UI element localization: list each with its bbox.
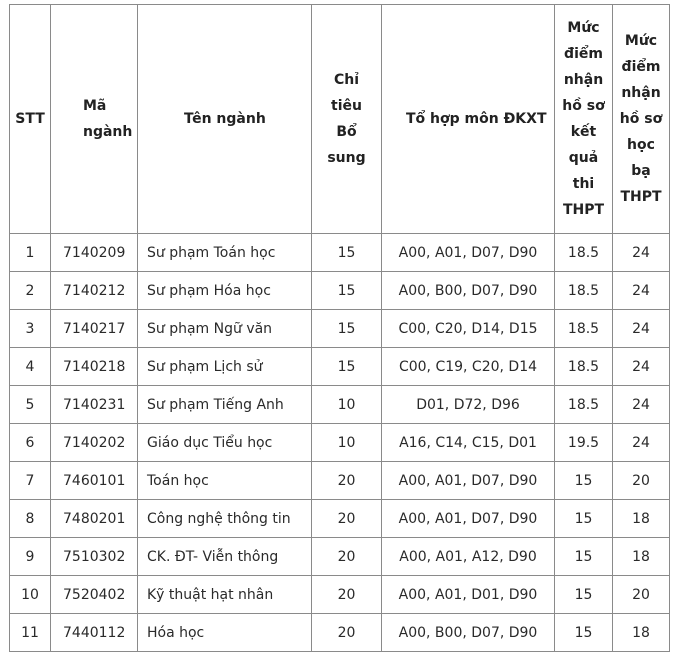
header-diem-thpt-line: quả: [568, 150, 599, 166]
cell-diem-hoc-ba: 18: [613, 538, 670, 576]
cell-to-hop: A00, B00, D07, D90: [382, 272, 555, 310]
cell-diem-thpt: 18.5: [555, 348, 613, 386]
header-diem-hoc-ba: [613, 5, 670, 234]
cell-ten-nganh: Sư phạm Hóa học: [138, 272, 312, 310]
cell-chi-tieu: 20: [312, 538, 382, 576]
cell-ten-nganh: Sư phạm Tiếng Anh: [138, 386, 312, 424]
cell-diem-hoc-ba: 24: [613, 234, 670, 272]
cell-diem-thpt: 18.5: [555, 234, 613, 272]
table-row: [10, 272, 670, 310]
table-row: [10, 310, 670, 348]
cell-chi-tieu: 10: [312, 424, 382, 462]
header-ma-nganh-line: Mã: [83, 98, 107, 114]
header-diem-thpt-line: điểm: [564, 46, 603, 62]
cell-stt: 5: [10, 386, 51, 424]
cell-diem-thpt: 15: [555, 462, 613, 500]
header-diem-hoc-ba-line: bạ: [631, 163, 651, 179]
cell-stt: 3: [10, 310, 51, 348]
cell-ma-nganh: 7140202: [51, 424, 138, 462]
table-row: [10, 462, 670, 500]
cell-ten-nganh: Hóa học: [138, 614, 312, 652]
table-row: [10, 614, 670, 652]
cell-diem-hoc-ba: 20: [613, 576, 670, 614]
cell-ten-nganh: Toán học: [138, 462, 312, 500]
header-diem-hoc-ba-line: hồ sơ: [619, 111, 663, 127]
cell-ten-nganh: Kỹ thuật hạt nhân: [138, 576, 312, 614]
cell-to-hop: A00, A01, D07, D90: [382, 234, 555, 272]
cell-diem-thpt: 18.5: [555, 386, 613, 424]
header-row: [10, 5, 670, 234]
cell-stt: 6: [10, 424, 51, 462]
cell-diem-thpt: 15: [555, 576, 613, 614]
cell-diem-hoc-ba: 18: [613, 614, 670, 652]
cell-ma-nganh: 7140217: [51, 310, 138, 348]
header-diem-hoc-ba-line: Mức: [624, 33, 658, 49]
header-ten-nganh: Tên ngành: [138, 5, 312, 234]
cell-ten-nganh: Sư phạm Ngữ văn: [138, 310, 312, 348]
cell-stt: 10: [10, 576, 51, 614]
header-stt: STT: [10, 5, 51, 234]
header-ma-nganh-line: ngành: [83, 124, 133, 140]
cell-ma-nganh: 7460101: [51, 462, 138, 500]
cell-diem-thpt: 15: [555, 614, 613, 652]
cell-ten-nganh: Công nghệ thông tin: [138, 500, 312, 538]
header-chi-tieu-line: sung: [327, 150, 366, 166]
cell-ma-nganh: 7140212: [51, 272, 138, 310]
cell-chi-tieu: 15: [312, 234, 382, 272]
header-diem-thpt-line: kết: [570, 124, 597, 140]
cell-chi-tieu: 15: [312, 310, 382, 348]
cell-ten-nganh: Giáo dục Tiểu học: [138, 424, 312, 462]
table-row: [10, 348, 670, 386]
cell-stt: 8: [10, 500, 51, 538]
header-diem-thpt-line: THPT: [562, 202, 605, 218]
cell-ma-nganh: 7510302: [51, 538, 138, 576]
cell-chi-tieu: 10: [312, 386, 382, 424]
cell-diem-thpt: 18.5: [555, 272, 613, 310]
header-diem-thpt-line: hồ sơ: [562, 98, 605, 114]
cell-diem-hoc-ba: 24: [613, 272, 670, 310]
header-chi-tieu-line: Chỉ: [333, 72, 360, 88]
cell-to-hop: A16, C14, C15, D01: [382, 424, 555, 462]
cell-stt: 9: [10, 538, 51, 576]
cell-diem-hoc-ba: 24: [613, 310, 670, 348]
cell-diem-thpt: 19.5: [555, 424, 613, 462]
cell-to-hop: C00, C19, C20, D14: [382, 348, 555, 386]
admission-table: [9, 4, 670, 652]
cell-diem-hoc-ba: 24: [613, 386, 670, 424]
header-diem-hoc-ba-line: THPT: [620, 189, 662, 205]
cell-ma-nganh: 7140209: [51, 234, 138, 272]
cell-stt: 2: [10, 272, 51, 310]
cell-diem-hoc-ba: 24: [613, 424, 670, 462]
cell-chi-tieu: 20: [312, 576, 382, 614]
cell-diem-hoc-ba: 18: [613, 500, 670, 538]
table-row: [10, 234, 670, 272]
cell-chi-tieu: 15: [312, 272, 382, 310]
cell-chi-tieu: 20: [312, 462, 382, 500]
cell-stt: 7: [10, 462, 51, 500]
header-diem-thpt-line: thi: [572, 176, 595, 192]
header-chi-tieu-line: tiêu: [331, 98, 362, 114]
cell-ma-nganh: 7140231: [51, 386, 138, 424]
header-diem-thpt-line: nhận: [563, 72, 604, 88]
table-row: [10, 500, 670, 538]
cell-diem-thpt: 15: [555, 538, 613, 576]
cell-stt: 4: [10, 348, 51, 386]
cell-ma-nganh: 7140218: [51, 348, 138, 386]
cell-to-hop: A00, A01, A12, D90: [382, 538, 555, 576]
cell-ma-nganh: 7480201: [51, 500, 138, 538]
cell-stt: 11: [10, 614, 51, 652]
table-row: [10, 424, 670, 462]
cell-ma-nganh: 7520402: [51, 576, 138, 614]
header-to-hop: Tổ hợp môn ĐKXT: [382, 5, 555, 234]
cell-to-hop: A00, A01, D01, D90: [382, 576, 555, 614]
header-diem-hoc-ba-line: điểm: [621, 59, 661, 75]
header-chi-tieu: [312, 5, 382, 234]
cell-stt: 1: [10, 234, 51, 272]
header-diem-hoc-ba-line: nhận: [621, 85, 661, 101]
cell-ten-nganh: CK. ĐT- Viễn thông: [138, 538, 312, 576]
cell-chi-tieu: 20: [312, 614, 382, 652]
cell-ten-nganh: Sư phạm Toán học: [138, 234, 312, 272]
cell-ma-nganh: 7440112: [51, 614, 138, 652]
cell-ten-nganh: Sư phạm Lịch sử: [138, 348, 312, 386]
cell-to-hop: C00, C20, D14, D15: [382, 310, 555, 348]
cell-diem-hoc-ba: 24: [613, 348, 670, 386]
cell-to-hop: A00, A01, D07, D90: [382, 500, 555, 538]
header-chi-tieu-line: Bổ: [336, 124, 357, 140]
header-diem-hoc-ba-line: học: [627, 137, 655, 153]
header-diem-thpt-line: Mức: [567, 20, 600, 36]
table-row: [10, 386, 670, 424]
cell-to-hop: A00, B00, D07, D90: [382, 614, 555, 652]
cell-diem-hoc-ba: 20: [613, 462, 670, 500]
header-diem-thpt: [555, 5, 613, 234]
cell-to-hop: A00, A01, D07, D90: [382, 462, 555, 500]
cell-chi-tieu: 15: [312, 348, 382, 386]
table-row: [10, 538, 670, 576]
cell-diem-thpt: 15: [555, 500, 613, 538]
header-ma-nganh: [51, 5, 138, 234]
cell-chi-tieu: 20: [312, 500, 382, 538]
cell-diem-thpt: 18.5: [555, 310, 613, 348]
cell-to-hop: D01, D72, D96: [382, 386, 555, 424]
table-row: [10, 576, 670, 614]
